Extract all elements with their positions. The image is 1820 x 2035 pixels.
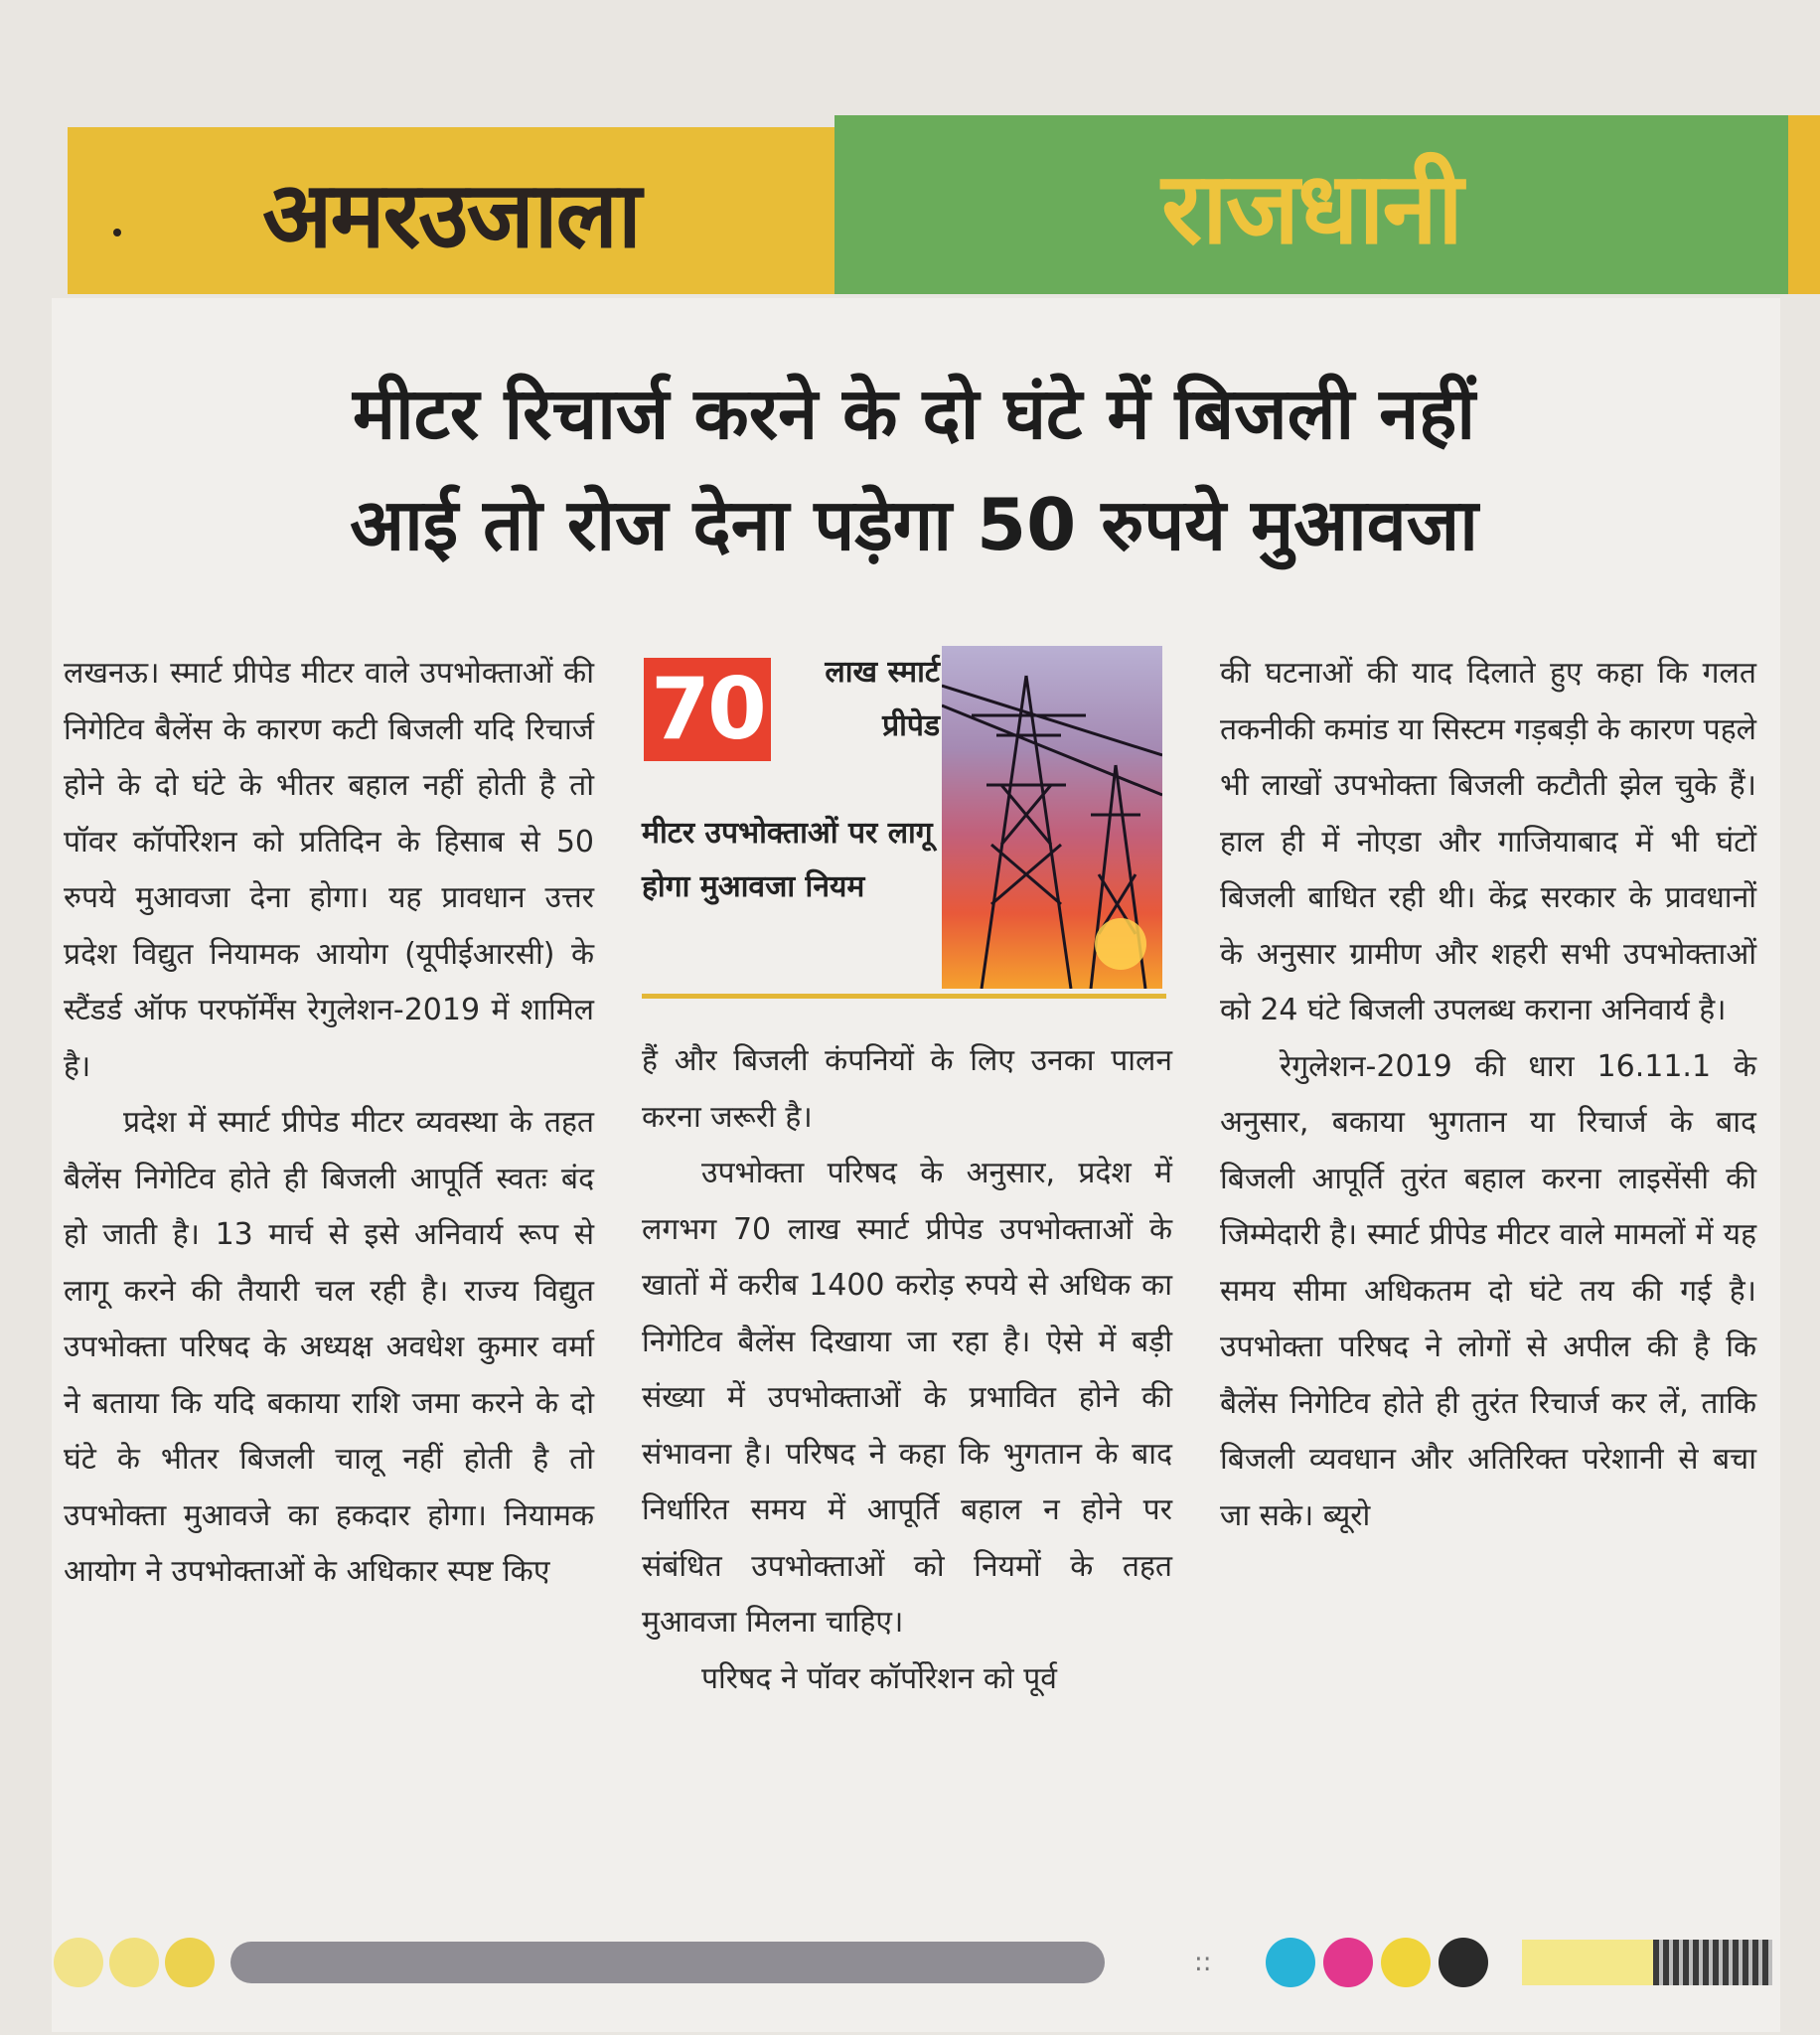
column2-paragraph-2: उपभोक्ता परिषद के अनुसार, प्रदेश में लगभग 70 लाख स्मार्ट प्रीपेड उपभोक्ताओं के खातों में करीब 1400 करोड़ रुपये से अधिक का निगेटिव बैलेंस दिखाया जा रहा है। ऐसे में बड़ी संख्या में उपभोक्ताओं के प्रभावित होने की संभावना है। परिषद ने कहा कि भुगतान के बाद निर्धारित समय में आपूर्ति बहाल न होने पर संबंधित उपभोक्ताओं को नियमों के तहत मुआवजा मिलना चाहिए।	[642, 1156, 1172, 1640]
article-column-3	[1220, 646, 1756, 1544]
registration-dot-magenta	[1323, 1938, 1373, 1987]
headline-line-1: मीटर रिचार्ज करने के दो घंटे में बिजली नहीं	[352, 372, 1476, 455]
article-headline	[70, 358, 1758, 580]
section-name: राजधानी	[1161, 150, 1461, 266]
column3-paragraph-1: की घटनाओं की याद दिलाते हुए कहा कि गलत तकनीकी कमांड या सिस्टम गड़बड़ी के कारण पहले भी लाखों उपभोक्ता बिजली कटौती झेल चुके हैं। हाल ही में नोएडा और गाजियाबाद में भी घंटों बिजली बाधित रही थी। केंद्र सरकार के प्रावधानों के अनुसार ग्रामीण और शहरी सभी उपभोक्ताओं को 24 घंटे बिजली उपलब्ध कराना अनिवार्य है।	[1220, 656, 1756, 1027]
masthead-dot	[113, 229, 121, 236]
callout-rule	[642, 994, 1166, 999]
print-registration-strip	[52, 1926, 1780, 1995]
registration-dot	[54, 1938, 103, 1987]
registration-dot-yellow	[1381, 1938, 1431, 1987]
article-column-2	[642, 1033, 1172, 1707]
masthead-section-panel	[834, 115, 1788, 294]
registration-dot-cyan	[1266, 1938, 1315, 1987]
callout-number-badge: 70	[644, 658, 771, 761]
registration-grey-bar	[230, 1942, 1105, 1983]
callout-bottom-text: मीटर उपभोक्ताओं पर लागू होगा मुआवजा नियम	[642, 816, 933, 904]
masthead-edge	[1788, 115, 1820, 294]
callout-top-text: लाख स्मार्ट प्रीपेड	[825, 655, 940, 743]
registration-dot-black	[1439, 1938, 1488, 1987]
column2-paragraph-3: परिषद ने पॉवर कॉर्पोरेशन को पूर्व	[701, 1660, 1057, 1696]
highlight-callout	[642, 646, 1178, 1004]
headline-line-2: आई तो रोज देना पड़ेगा 50 रुपये मुआवजा	[350, 483, 1478, 566]
article-column-1	[64, 646, 594, 1601]
column1-paragraph-2: प्रदेश में स्मार्ट प्रीपेड मीटर व्यवस्था के तहत बैलेंस निगेटिव होते ही बिजली आपूर्ति स्वतः बंद हो जाती है। 13 मार्च से इसे अनिवार्य रूप से लागू करने की तैयारी चल रही है। राज्य विद्युत उपभोक्ता परिषद के अध्यक्ष अवधेश कुमार वर्मा ने बताया कि यदि बकाया राशि जमा करने के दो घंटे के भीतर बिजली चालू नहीं होती है तो उपभोक्ता मुआवजे का हकदार होगा। नियामक आयोग ने उपभोक्ताओं के अधिकार स्पष्ट किए	[64, 1105, 594, 1589]
registration-dot	[109, 1938, 159, 1987]
masthead-brand-panel	[68, 127, 834, 294]
registration-dot	[165, 1938, 215, 1987]
registration-dark-bar	[1653, 1940, 1772, 1985]
column2-paragraph-1: हैं और बिजली कंपनियों के लिए उनका पालन करना जरूरी है।	[642, 1043, 1172, 1135]
column3-paragraph-2: रेगुलेशन-2019 की धारा 16.11.1 के अनुसार, बकाया भुगतान या रिचार्ज के बाद बिजली आपूर्ति तुरंत बहाल करना लाइसेंसी की जिम्मेदारी है। स्मार्ट प्रीपेड मीटर वाले मामलों में यह समय सीमा अधिकतम दो घंटे तय की गई है। उपभोक्ता परिषद ने लोगों से अपील की है कि बैलेंस निगेटिव होते ही तुरंत रिचार्ज कर लें, ताकि बिजली व्यवधान और अतिरिक्त परेशानी से बचा जा सके। ब्यूरो	[1220, 1048, 1756, 1533]
power-tower-icon	[942, 646, 1162, 989]
registration-ticks: ::	[1194, 1948, 1212, 1977]
newspaper-brand: अमरउजाला	[262, 161, 640, 268]
power-tower-photo	[942, 646, 1162, 989]
column1-paragraph-1: लखनऊ। स्मार्ट प्रीपेड मीटर वाले उपभोक्ताओं की निगेटिव बैलेंस के कारण कटी बिजली यदि रिचार्ज होने के दो घंटे के भीतर बहाल नहीं होती है तो पॉवर कॉर्पोरेशन को प्रतिदिन के हिसाब से 50 रुपये मुआवजा देना होगा। यह प्रावधान उत्तर प्रदेश विद्युत नियामक आयोग (यूपीईआरसी) के स्टैंडर्ड ऑफ परफॉर्मेंस रेगुलेशन-2019 में शामिल है।	[64, 656, 594, 1084]
registration-yellow-bar	[1522, 1940, 1653, 1985]
